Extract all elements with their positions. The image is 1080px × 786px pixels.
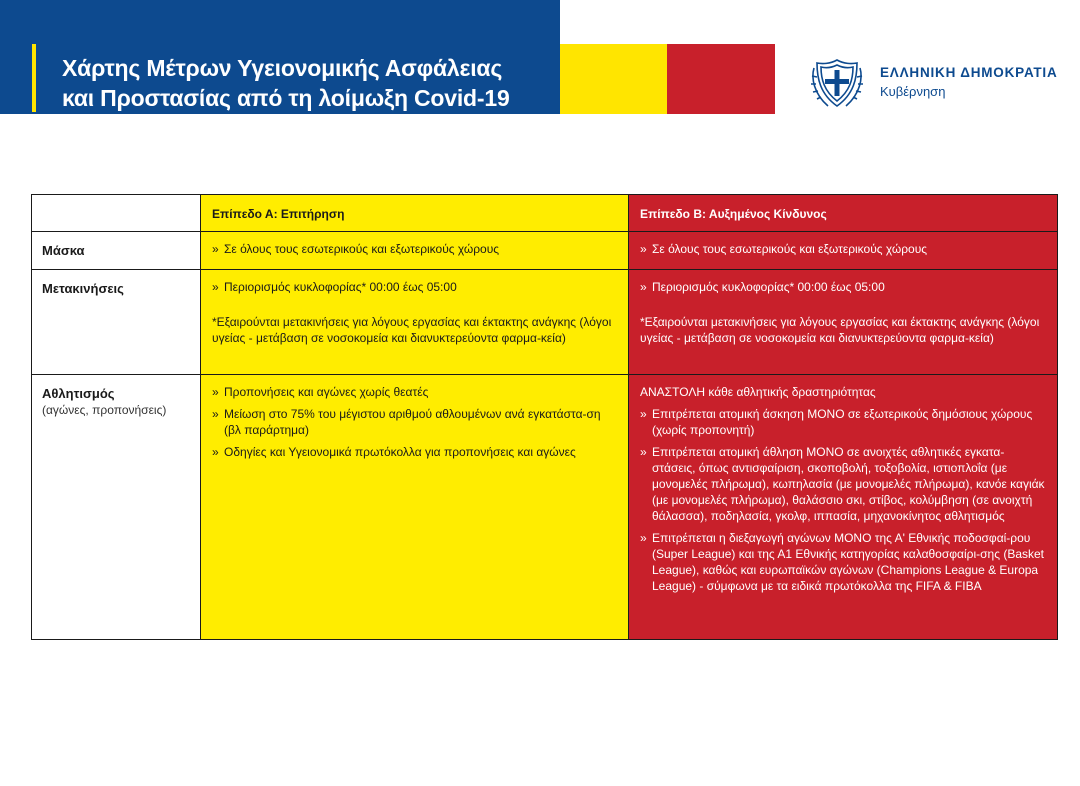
movement-level-a-text: Περιορισμός κυκλοφορίας* 00:00 έως 05:00 [224, 280, 457, 294]
bullet-marker: » [212, 242, 219, 256]
table-row-sports [32, 375, 1058, 640]
movement-level-b-cell [629, 270, 1058, 375]
sports-level-a-text: Οδηγίες και Υγειονομικά πρωτόκολλα για προπονήσεις και αγώνες [224, 445, 576, 459]
bullet-marker: » [640, 445, 647, 459]
page-title-line-1: Χάρτης Μέτρων Υγειονομικής Ασφάλειας [62, 55, 503, 81]
header-red-band [667, 44, 775, 114]
sports-level-b-text: Επιτρέπεται η διεξαγωγή αγώνων ΜΟΝΟ της Α' Εθνικής ποδοσφαί-ρου (Super League) και της Α1 Εθνικής κατηγορίας καλαθοσφαίρι-σης (Basket League), καθώς και ευρωπαϊκών αγώνων (Champions League & Europa League) - σύμφωνα με τα ειδικά πρωτόκολλα της FIFA & FIBA [652, 531, 1045, 593]
bullet-marker: » [212, 280, 219, 294]
movement-level-b-note: *Εξαιρούνται μετακινήσεις για λόγους εργασίας και έκτακτης ανάγκης (λόγοι υγείας - μετάβαση σε νοσοκομεία και διανυκτερεύοντα φαρμα-κεία) [640, 315, 1040, 345]
bullet-marker: » [212, 407, 219, 421]
page-title-line-2: και Προστασίας από τη λοίμωξη Covid-19 [62, 85, 510, 111]
movement-level-a-note: *Εξαιρούνται μετακινήσεις για λόγους εργασίας και έκτακτης ανάγκης (λόγοι υγείας - μετάβαση σε νοσοκομεία και διανυκτερεύοντα φαρμα-κεία) [212, 315, 612, 345]
sports-level-b-text: Επιτρέπεται ατομική άθληση ΜΟΝΟ σε ανοιχτές αθλητικές εγκατα-στάσεις, όπως αντισφαίριση, σκοποβολή, τοξοβολία, ιστιοπλοΐα (με μονομελές πλήρωμα), κωπηλασία (με μονομελές πλήρωμα), κανόε καγιάκ (με μονομελές πλήρωμα), θαλάσσιο σκι, στίβος, κολύμβηση (σε ανοιχτή θάλασσα), ποδηλασία, γκολφ, ιππασία, μηχανοκίνητος αθλητισμός [652, 445, 1045, 523]
page-title [62, 53, 552, 113]
row-label-movement: Μετακινήσεις [42, 281, 124, 296]
bullet-marker: » [640, 531, 647, 545]
table-corner-cell [32, 195, 201, 232]
level-a-header: Επίπεδο Α: Επιτήρηση [201, 195, 629, 232]
sports-level-b-cell [629, 375, 1058, 640]
level-b-header: Επίπεδο Β: Αυξημένος Κίνδυνος [629, 195, 1058, 232]
bullet-marker: » [212, 445, 219, 459]
government-subtitle: Κυβέρνηση [880, 84, 946, 99]
mask-level-a-text: Σε όλους τους εσωτερικούς και εξωτερικούς χώρους [224, 242, 500, 256]
list-item [640, 241, 1046, 257]
row-sublabel-sports: (αγώνες, προπονήσεις) [42, 403, 167, 417]
sports-level-b-text: Επιτρέπεται ατομική άσκηση ΜΟΝΟ σε εξωτερικούς δημόσιους χώρους (χωρίς προπονητή) [652, 407, 1033, 437]
list-item [640, 406, 1046, 438]
bullet-marker: » [640, 280, 647, 294]
row-label-cell [32, 375, 201, 640]
list-item [212, 241, 617, 257]
list-item [640, 444, 1046, 524]
list-item [212, 444, 617, 460]
mask-level-a-cell [201, 232, 629, 270]
header-accent-bar [32, 44, 36, 112]
row-label-cell [32, 232, 201, 270]
row-label-sports: Αθλητισμός [42, 386, 115, 401]
list-item [212, 406, 617, 438]
list-item [640, 279, 1046, 295]
row-label-mask: Μάσκα [42, 243, 85, 258]
list-item [212, 279, 617, 295]
government-name: ΕΛΛΗΝΙΚΗ ΔΗΜΟΚΡΑΤΙΑ [880, 65, 1058, 80]
list-item [640, 530, 1046, 594]
hellenic-coat-of-arms-icon [808, 54, 866, 112]
table-row-mask [32, 232, 1058, 270]
bullet-marker: » [640, 242, 647, 256]
movement-level-b-text: Περιορισμός κυκλοφορίας* 00:00 έως 05:00 [652, 280, 885, 294]
row-label-cell [32, 270, 201, 375]
sports-level-b-intro: ΑΝΑΣΤΟΛΗ κάθε αθλητικής δραστηριότητας [640, 385, 876, 399]
table-header-row [32, 195, 1058, 232]
header-yellow-band [560, 44, 667, 114]
sports-level-a-text: Μείωση στο 75% του μέγιστου αριθμού αθλουμένων ανά εγκατάστα-ση (βλ παράρτημα) [224, 407, 601, 437]
table-row-movement [32, 270, 1058, 375]
movement-level-a-cell [201, 270, 629, 375]
bullet-marker: » [212, 385, 219, 399]
mask-level-b-cell [629, 232, 1058, 270]
sports-level-a-text: Προπονήσεις και αγώνες χωρίς θεατές [224, 385, 429, 399]
mask-level-b-text: Σε όλους τους εσωτερικούς και εξωτερικούς χώρους [652, 242, 928, 256]
measures-table [31, 194, 1058, 640]
sports-level-a-cell [201, 375, 629, 640]
bullet-marker: » [640, 407, 647, 421]
list-item [212, 384, 617, 400]
